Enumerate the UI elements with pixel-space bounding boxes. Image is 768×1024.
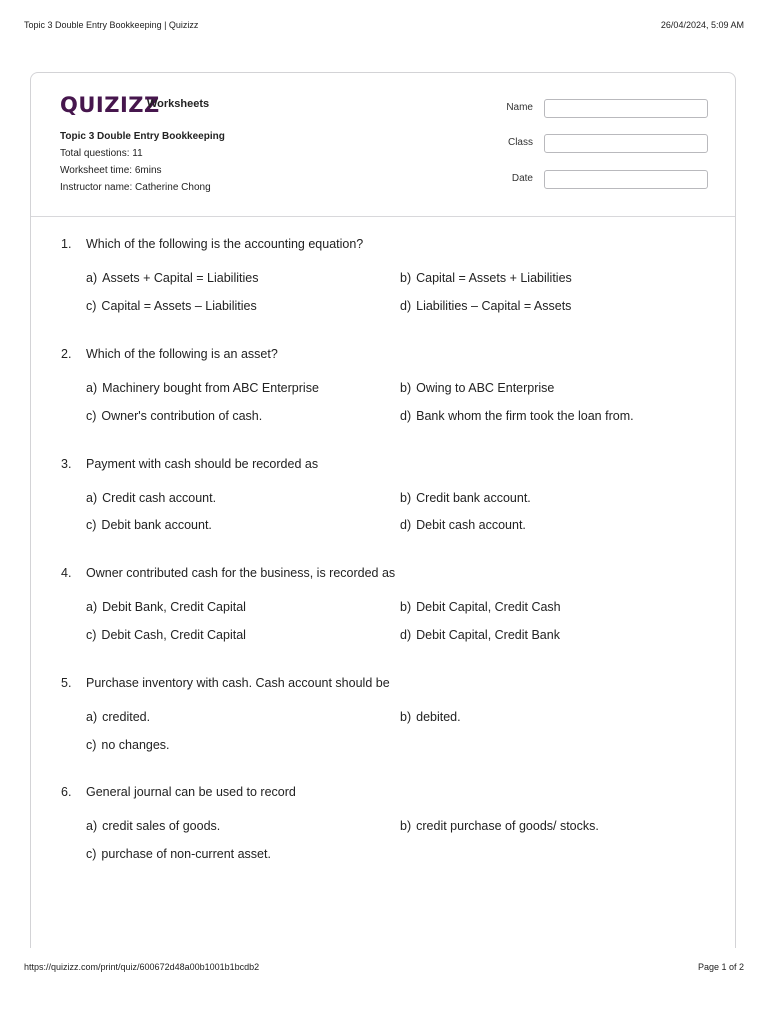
option-a: a) Debit Bank, Credit Capital [86,600,246,614]
option-c: c) Capital = Assets – Liabilities [86,299,257,313]
option-b: b) credit purchase of goods/ stocks. [400,819,599,833]
name-field[interactable] [544,99,708,118]
worksheet-time: Worksheet time: 6mins [60,165,162,176]
question-number: 2. [61,347,72,361]
print-footer [24,962,744,974]
question-text: Purchase inventory with cash. Cash account should be [86,676,390,690]
date-label: Date [511,173,533,184]
question-number: 1. [61,237,72,251]
option-d: d) Liabilities – Capital = Assets [400,299,572,313]
question-number: 3. [61,457,72,471]
question-text: Which of the following is an asset? [86,347,278,361]
option-b: b) Debit Capital, Credit Cash [400,600,561,614]
instructor-name: Instructor name: Catherine Chong [60,182,211,193]
option-d: d) Debit Capital, Credit Bank [400,628,560,642]
date-field[interactable] [544,170,708,189]
question-text: Owner contributed cash for the business, is recorded as [86,566,396,580]
option-b: b) Credit bank account. [400,491,531,505]
question-text: Which of the following is the accounting equation? [86,237,364,251]
print-header [24,20,744,32]
worksheet-title: Topic 3 Double Entry Bookkeeping [60,131,225,142]
option-c: c) no changes. [86,738,170,752]
option-d: d) Bank whom the firm took the loan from. [400,409,634,423]
worksheet-meta [60,128,225,196]
option-c: c) purchase of non-current asset. [86,847,271,861]
page-number: Page 1 of 2 [697,962,744,972]
option-b: b) debited. [400,710,461,724]
worksheet-card [30,72,736,948]
name-label: Name [506,102,533,113]
class-label: Class [507,137,533,148]
option-a: a) Credit cash account. [86,491,217,505]
brand-subtitle: Worksheets [147,98,210,110]
class-field[interactable] [544,134,708,153]
option-d: d) Debit cash account. [400,518,526,532]
option-a: a) Machinery bought from ABC Enterprise [86,381,319,395]
print-footer-url: https://quizizz.com/print/quiz/600672d48a00b1001b1bcdb2 [24,962,260,972]
option-b: b) Owing to ABC Enterprise [400,381,555,395]
option-a: a) Assets + Capital = Liabilities [86,271,259,285]
option-c: c) Owner's contribution of cash. [86,409,263,423]
option-a: a) credit sales of goods. [86,819,221,833]
worksheet-header [31,73,735,217]
question-number: 6. [61,785,72,799]
question-number: 4. [61,566,72,580]
question-text: General journal can be used to record [86,785,296,799]
total-questions: Total questions: 11 [60,148,143,159]
option-b: b) Capital = Assets + Liabilities [400,271,572,285]
question-number: 5. [61,676,72,690]
print-header-datetime: 26/04/2024, 5:09 AM [660,20,744,30]
option-c: c) Debit bank account. [86,518,212,532]
quizizz-logo: QUIZIZZ [60,93,160,117]
question-text: Payment with cash should be recorded as [86,457,319,471]
option-c: c) Debit Cash, Credit Capital [86,628,246,642]
option-a: a) credited. [86,710,151,724]
print-header-title: Topic 3 Double Entry Bookkeeping | Quizizz [24,20,199,30]
